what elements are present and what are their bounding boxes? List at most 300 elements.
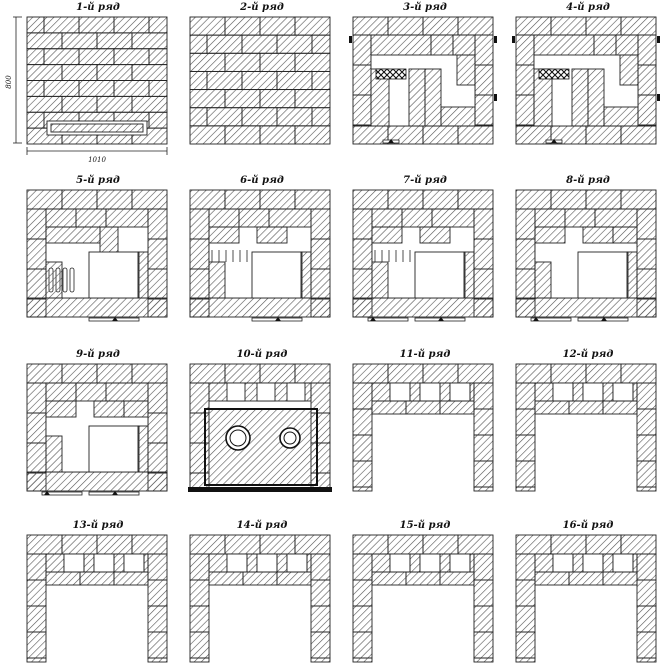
wall-brick: [516, 435, 535, 461]
wall-brick: [225, 190, 260, 209]
wall-brick: [516, 535, 551, 554]
wall-brick: [190, 269, 209, 299]
brick: [573, 554, 583, 572]
brick: [269, 209, 311, 227]
wall-brick: [475, 35, 493, 65]
wall-brick: [621, 190, 656, 209]
wall-brick: [516, 125, 534, 126]
brick: [410, 554, 420, 572]
wall-brick: [148, 383, 167, 413]
brick: [209, 227, 239, 243]
brick: [406, 572, 440, 585]
wall-brick: [190, 364, 225, 383]
wall-brick: [27, 658, 46, 662]
wall-brick: [311, 269, 330, 299]
brick: [372, 401, 406, 414]
row-plan-12: [516, 364, 656, 491]
brick: [440, 401, 474, 414]
wall-brick: [458, 17, 493, 35]
wall-brick: [586, 190, 621, 209]
brick: [534, 35, 594, 55]
wall-brick: [27, 632, 46, 658]
flue-channel: [287, 554, 307, 572]
brick: [46, 383, 76, 401]
brick: [573, 383, 583, 401]
wall-brick: [516, 461, 535, 487]
brick: [431, 35, 453, 55]
wall-brick: [353, 65, 371, 95]
wall-brick: [516, 239, 535, 269]
grate-slot: [70, 268, 74, 292]
brick: [603, 572, 637, 585]
brick: [190, 53, 225, 71]
brick: [76, 383, 106, 401]
row-plan-11: [353, 364, 493, 491]
wall-brick: [621, 364, 656, 383]
wall-brick: [516, 17, 551, 35]
wall-brick: [638, 35, 656, 65]
wall-brick: [260, 364, 295, 383]
brick: [583, 227, 613, 243]
wall-brick: [295, 364, 330, 383]
brick: [239, 209, 269, 227]
brick: [295, 90, 330, 108]
brick: [225, 53, 260, 71]
wall-brick: [353, 17, 388, 35]
row-label-14: 14-й ряд: [236, 520, 288, 531]
firebox-door-opening: [252, 252, 302, 298]
brick: [132, 65, 167, 81]
brick: [27, 33, 62, 49]
brick: [453, 35, 475, 55]
brick: [207, 35, 242, 53]
row-label-12: 12-й ряд: [562, 349, 614, 360]
flue-channel: [257, 383, 275, 401]
wall-brick: [516, 209, 535, 239]
brick: [277, 554, 287, 572]
wall-brick: [423, 535, 458, 554]
wall-brick: [225, 364, 260, 383]
flue-channel: [613, 554, 633, 572]
wall-brick: [388, 535, 423, 554]
brick: [149, 112, 167, 128]
wall-brick: [27, 190, 62, 209]
wall-brick: [62, 190, 97, 209]
wall-brick: [516, 632, 535, 658]
wall-brick: [148, 413, 167, 443]
flue-channel: [390, 383, 410, 401]
brick: [242, 108, 277, 126]
brick: [603, 401, 637, 414]
wall-brick: [637, 461, 656, 487]
wall-brick: [148, 658, 167, 662]
wall-brick: [423, 364, 458, 383]
brick: [94, 401, 124, 417]
brick: [84, 554, 94, 572]
wall-brick: [27, 413, 46, 443]
wall-brick: [621, 535, 656, 554]
wall-brick: [474, 580, 493, 606]
wall-brick: [423, 126, 458, 144]
row-plan-5: [27, 190, 167, 321]
flue-channel: [257, 554, 277, 572]
brick: [569, 401, 603, 414]
brick: [295, 126, 330, 144]
row-label-4: 4-й ряд: [566, 2, 610, 13]
brick: [114, 554, 124, 572]
wall-brick: [27, 239, 46, 269]
wall-brick: [474, 409, 493, 435]
brick: [46, 436, 62, 472]
brick: [616, 35, 638, 55]
brick: [409, 69, 425, 126]
flue-channel: [450, 554, 470, 572]
brick: [402, 209, 432, 227]
brick: [372, 572, 406, 585]
brick: [464, 252, 474, 298]
flue-channel: [420, 383, 440, 401]
wall-brick: [516, 409, 535, 435]
wall-brick: [638, 125, 656, 126]
brick: [209, 572, 243, 585]
brick: [588, 69, 604, 126]
width-dimension-label: 1010: [88, 156, 106, 164]
wall-brick: [516, 554, 535, 580]
row-plan-2: [190, 17, 330, 144]
brick: [627, 252, 637, 298]
brick: [406, 401, 440, 414]
brick: [372, 554, 390, 572]
brick: [138, 426, 148, 472]
brick: [62, 65, 97, 81]
wall-brick: [586, 535, 621, 554]
wall-brick: [353, 554, 372, 580]
wall-brick: [311, 209, 330, 239]
brick: [106, 383, 148, 401]
row-label-8: 8-й ряд: [566, 175, 610, 186]
wall-brick: [458, 535, 493, 554]
brick: [190, 90, 225, 108]
brick: [144, 554, 148, 572]
wall-brick: [637, 580, 656, 606]
wall-brick: [474, 435, 493, 461]
grate: [376, 69, 406, 79]
wall-brick: [388, 17, 423, 35]
brick: [372, 262, 388, 298]
wall-brick: [474, 209, 493, 239]
brick: [190, 17, 225, 35]
brick: [620, 55, 638, 85]
wall-brick: [586, 364, 621, 383]
wall-brick: [458, 190, 493, 209]
wall-brick: [637, 435, 656, 461]
wall-brick: [311, 606, 330, 632]
brick: [106, 209, 148, 227]
wall-brick: [97, 190, 132, 209]
flue-channel: [227, 383, 245, 401]
wall-brick: [190, 190, 225, 209]
brick: [46, 262, 62, 298]
masonry-panels: [27, 17, 660, 662]
wall-brick: [474, 239, 493, 269]
row-plan-3: [349, 17, 497, 144]
wall-brick: [475, 65, 493, 95]
brick: [132, 96, 167, 112]
brick: [372, 209, 402, 227]
brick: [46, 227, 100, 243]
brick: [225, 90, 260, 108]
flue-channel: [420, 554, 440, 572]
wall-brick: [637, 239, 656, 269]
wall-brick: [27, 606, 46, 632]
wall-brick: [353, 364, 388, 383]
flue-channel: [450, 383, 470, 401]
wall-brick: [62, 535, 97, 554]
brick: [633, 554, 637, 572]
grate: [539, 69, 569, 79]
wall-brick: [637, 606, 656, 632]
wall-brick: [353, 606, 372, 632]
brick: [149, 49, 167, 65]
brick: [209, 554, 227, 572]
wall-brick: [148, 269, 167, 299]
row-label-7: 7-й ряд: [403, 175, 447, 186]
wall-brick: [474, 658, 493, 662]
brick: [410, 383, 420, 401]
wall-brick: [148, 443, 167, 473]
wall-brick: [638, 65, 656, 95]
brick: [80, 572, 114, 585]
row-label-2: 2-й ряд: [240, 2, 284, 13]
flue-channel: [227, 554, 247, 572]
wall-brick: [551, 535, 586, 554]
wall-brick: [27, 580, 46, 606]
wall-brick: [637, 269, 656, 299]
row-label-16: 16-й ряд: [562, 520, 614, 531]
wall-brick: [353, 95, 371, 125]
wall-brick: [637, 658, 656, 662]
row-plan-4: [512, 17, 660, 144]
brick: [207, 71, 242, 89]
row-label-9: 9-й ряд: [76, 349, 120, 360]
brick: [97, 96, 132, 112]
brick: [260, 90, 295, 108]
brick: [242, 35, 277, 53]
row-plan-10: [188, 364, 332, 492]
wall-brick: [551, 17, 586, 35]
wall-brick: [148, 209, 167, 239]
brick: [441, 107, 475, 126]
brick: [114, 49, 149, 65]
row-plan-16: [516, 535, 656, 662]
brick: [295, 53, 330, 71]
brick: [470, 554, 474, 572]
wall-brick: [353, 269, 372, 299]
wall-brick: [311, 632, 330, 658]
wall-brick: [62, 364, 97, 383]
brick: [613, 227, 637, 243]
height-dimension-label: 800: [5, 75, 13, 89]
wall-brick: [551, 190, 586, 209]
brick: [79, 81, 114, 97]
brick: [604, 107, 638, 126]
brick: [440, 554, 450, 572]
wall-brick: [551, 364, 586, 383]
brick: [277, 108, 312, 126]
flue-channel: [553, 554, 573, 572]
brick: [301, 252, 311, 298]
wall-brick: [27, 383, 46, 413]
wall-brick: [27, 298, 167, 317]
brick: [535, 554, 553, 572]
brick: [207, 108, 242, 126]
wall-brick: [388, 190, 423, 209]
damper-mark: [512, 36, 515, 43]
brick: [572, 69, 588, 126]
brick: [277, 71, 312, 89]
cooking-plate: [205, 409, 317, 485]
brick: [420, 227, 450, 243]
brick: [27, 112, 44, 128]
wall-brick: [311, 239, 330, 269]
brick: [565, 209, 595, 227]
wall-brick: [190, 298, 330, 317]
wall-brick: [27, 209, 46, 239]
wall-brick: [353, 461, 372, 487]
brick: [277, 572, 311, 585]
wall-brick: [260, 190, 295, 209]
wall-brick: [638, 95, 656, 125]
brick: [243, 572, 277, 585]
brick: [27, 81, 44, 97]
brick: [595, 209, 637, 227]
brick: [97, 65, 132, 81]
flue-channel: [583, 554, 603, 572]
brick: [535, 209, 565, 227]
wall-brick: [353, 298, 493, 317]
brick: [535, 262, 551, 298]
flue-channel: [553, 383, 573, 401]
row-plan-7: [353, 190, 493, 321]
wall-brick: [586, 126, 621, 144]
wall-brick: [225, 535, 260, 554]
brick: [209, 262, 225, 298]
firebox-door-opening: [89, 426, 139, 472]
brick: [242, 71, 277, 89]
flue-channel: [124, 554, 144, 572]
base-strip: [188, 487, 332, 492]
wall-brick: [311, 658, 330, 662]
firebox-door-opening: [415, 252, 465, 298]
wall-brick: [190, 658, 209, 662]
row-label-11: 11-й ряд: [399, 349, 451, 360]
brick: [27, 49, 44, 65]
wall-brick: [458, 126, 493, 144]
wall-brick: [516, 606, 535, 632]
row-label-10: 10-й ряд: [236, 349, 288, 360]
wall-brick: [295, 190, 330, 209]
wall-brick: [353, 125, 371, 126]
wall-brick: [475, 125, 493, 126]
brick: [594, 35, 616, 55]
brick: [260, 17, 295, 35]
brick: [260, 126, 295, 144]
flue-channel: [64, 554, 84, 572]
brick: [277, 35, 312, 53]
row-plan-14: [190, 535, 330, 662]
wall-brick: [353, 535, 388, 554]
brick: [372, 227, 402, 243]
brick: [312, 35, 330, 53]
wall-brick: [190, 554, 209, 580]
flue-channel: [94, 554, 114, 572]
wall-brick: [637, 383, 656, 409]
wall-brick: [637, 487, 656, 491]
wall-brick: [516, 65, 534, 95]
wall-brick: [353, 487, 372, 491]
brick: [44, 17, 79, 33]
wall-brick: [260, 535, 295, 554]
brick: [440, 572, 474, 585]
brick: [114, 81, 149, 97]
brick: [46, 401, 76, 417]
wall-brick: [474, 383, 493, 409]
brick: [79, 17, 114, 33]
damper-mark: [657, 94, 660, 101]
damper-mark: [349, 36, 352, 43]
wall-brick: [190, 580, 209, 606]
wall-brick: [148, 239, 167, 269]
wall-brick: [637, 632, 656, 658]
row-plan-15: [353, 535, 493, 662]
brick: [257, 227, 287, 243]
damper-mark: [657, 36, 660, 43]
brick: [149, 17, 167, 33]
brick: [27, 65, 62, 81]
wall-brick: [474, 487, 493, 491]
brick: [51, 124, 143, 132]
brick: [46, 554, 64, 572]
brick: [76, 209, 106, 227]
wall-brick: [132, 190, 167, 209]
brick: [307, 554, 311, 572]
wall-brick: [353, 190, 388, 209]
brick: [190, 35, 207, 53]
wall-brick: [474, 269, 493, 299]
wall-brick: [353, 435, 372, 461]
damper-mark: [494, 36, 497, 43]
wall-brick: [311, 554, 330, 580]
wall-brick: [474, 554, 493, 580]
brick: [312, 71, 330, 89]
wall-brick: [458, 364, 493, 383]
brick: [190, 108, 207, 126]
brick: [44, 81, 79, 97]
row-label-5: 5-й ряд: [76, 175, 120, 186]
wall-brick: [388, 364, 423, 383]
brick: [425, 69, 441, 126]
row-plan-6: [190, 190, 330, 321]
wall-brick: [516, 658, 535, 662]
wall-brick: [295, 535, 330, 554]
brick: [470, 383, 474, 401]
firebox-door-opening: [578, 252, 628, 298]
brick: [114, 572, 148, 585]
brick: [97, 33, 132, 49]
brick: [27, 17, 44, 33]
brick: [372, 383, 390, 401]
brick: [79, 49, 114, 65]
